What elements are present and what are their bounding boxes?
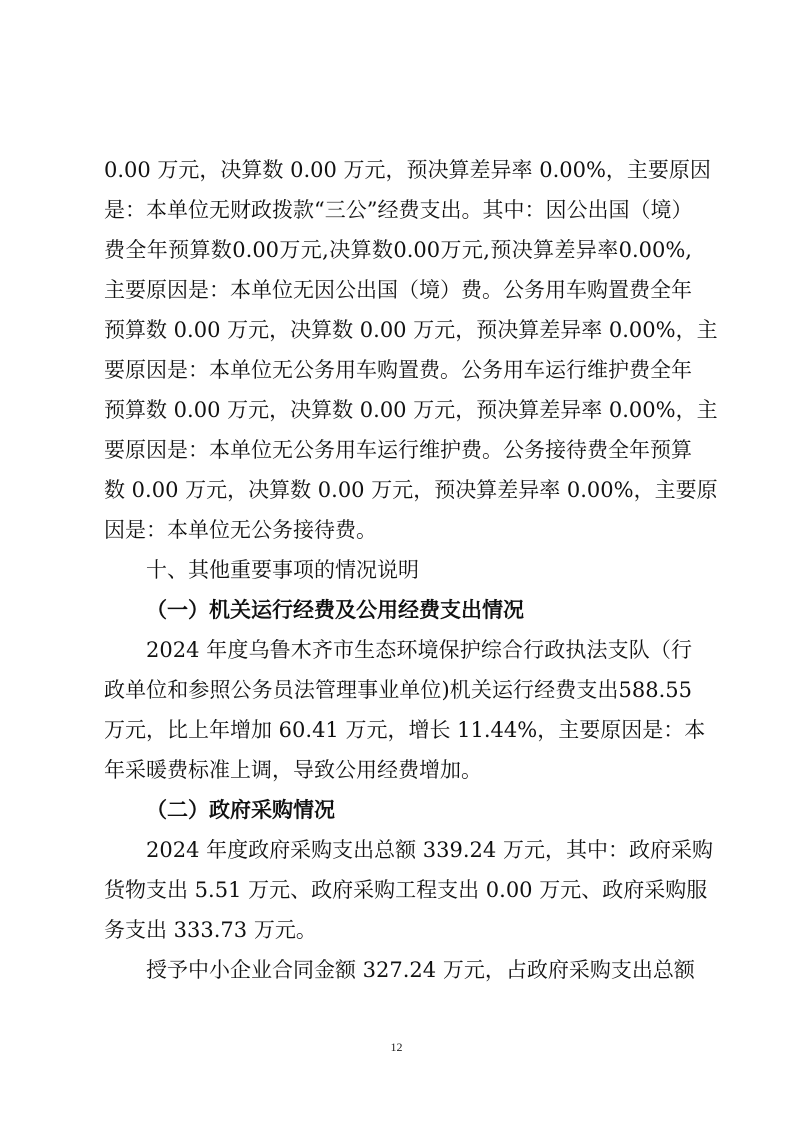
text-line: 务支出 333.73 万元。: [104, 918, 317, 942]
text-line: 0.00 万元，决算数 0.00 万元，预决算差异率 0.00%，主要原因: [104, 158, 711, 182]
text-line: 要原因是：本单位无公务用车运行维护费。公务接待费全年预算: [104, 438, 692, 462]
text-line: 政单位和参照公务员法管理事业单位)机关运行经费支出588.55: [104, 678, 692, 702]
paragraph-procurement: [104, 830, 713, 950]
page-content: [104, 150, 718, 990]
page-number: 12: [390, 1040, 403, 1054]
subsection-heading: （一）机关运行经费及公用经费支出情况: [146, 597, 524, 622]
text-line: 要原因是：本单位无公务用车购置费。公务用车运行维护费全年: [104, 358, 692, 382]
text-line: 预算数 0.00 万元，决算数 0.00 万元，预决算差异率 0.00%，主: [104, 398, 718, 422]
text-line: 数 0.00 万元，决算数 0.00 万元，预决算差异率 0.00%，主要原: [104, 478, 718, 502]
text-line: 因是：本单位无公务接待费。: [104, 518, 377, 542]
text-line: 2024 年度乌鲁木齐市生态环境保护综合行政执法支队（行: [146, 638, 692, 662]
text-line: 是：本单位无财政拨款“三公”经费支出。其中：因公出国（境）: [104, 198, 693, 222]
text-line: 年采暖费标准上调，导致公用经费增加。: [104, 758, 482, 782]
text-line: 2024 年度政府采购支出总额 339.24 万元，其中：政府采购: [146, 838, 713, 862]
text-line: 万元，比上年增加 60.41 万元，增长 11.44%，主要原因是：本: [104, 718, 706, 742]
paragraph-operating-expenses: [104, 630, 706, 790]
section-heading: 十、其他重要事项的情况说明: [146, 558, 419, 582]
text-line: 货物支出 5.51 万元、政府采购工程支出 0.00 万元、政府采购服: [104, 878, 708, 902]
paragraph-three-public-expenses: [104, 150, 718, 550]
text-line: 主要原因是：本单位无因公出国（境）费。公务用车购置费全年: [104, 278, 692, 302]
text-line: 费全年预算数0.00万元,决算数0.00万元,预决算差异率0.00%,: [104, 238, 692, 262]
subsection-heading: （二）政府采购情况: [146, 797, 335, 822]
text-line: 预算数 0.00 万元，决算数 0.00 万元，预决算差异率 0.00%，主: [104, 318, 718, 342]
paragraph-sme-contracts: [104, 950, 695, 990]
text-line: 授予中小企业合同金额 327.24 万元，占政府采购支出总额: [146, 958, 695, 982]
